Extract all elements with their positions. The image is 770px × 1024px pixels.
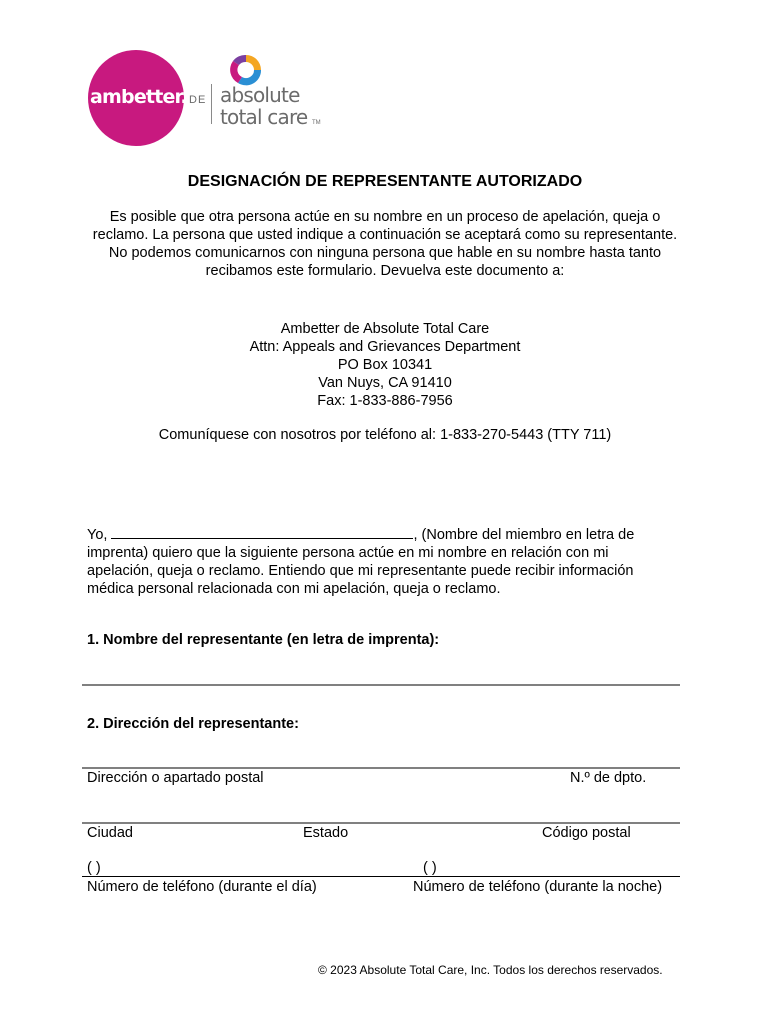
day-area-code: ( ) xyxy=(87,860,101,876)
address-field[interactable] xyxy=(82,767,680,769)
address-line: PO Box 10341 xyxy=(337,357,433,373)
fax-line: Fax: 1-833-886-7956 xyxy=(317,393,453,409)
apt-label: N.º de dpto. xyxy=(570,770,647,786)
member-statement-prefix: Yo, xyxy=(87,527,108,543)
address-line: Van Nuys, CA 91410 xyxy=(318,375,452,391)
city-state-zip-field[interactable] xyxy=(82,822,680,824)
logo-connector: DE xyxy=(189,94,207,106)
copyright-footer: © 2023 Absolute Total Care, Inc. Todos los derechos reservados. xyxy=(318,963,663,977)
address-line: Attn: Appeals and Grievances Department xyxy=(249,339,521,355)
contact-phone: Comuníquese con nosotros por teléfono al: 1-833-270-5443 (TTY 711) xyxy=(158,427,612,443)
night-area-code: ( ) xyxy=(423,860,437,876)
intro-paragraph: Es posible que otra persona actúe en su nombre en un proceso de apelación, queja o reclamo. La persona que usted indique a continuación se aceptará como su representante. No podemos comunicarnos con ninguna persona que hable en su nombre hasta tanto recibamos este formulario. Devuelva este documento a: xyxy=(92,209,678,279)
zip-label: Código postal xyxy=(542,825,631,841)
ambetter-logo-text: ambetter. xyxy=(90,86,187,108)
member-statement-text: , (Nombre del miembro en letra de imprenta) quiero que la siguiente persona actúe en mi nombre en relación con mi apelación, queja o reclamo. Entiendo que mi representante puede recibir información médica personal relacionada con mi apelación, queja o reclamo. xyxy=(87,527,635,597)
section1-heading: 1. Nombre del representante (en letra de imprenta): xyxy=(87,632,440,648)
absolute-logo-line1: absolute xyxy=(220,83,300,107)
logo-divider xyxy=(211,84,212,124)
page-title: DESIGNACIÓN DE REPRESENTANTE AUTORIZADO xyxy=(187,173,583,190)
return-address xyxy=(0,320,770,410)
trademark-mark: TM xyxy=(312,120,321,126)
night-phone-label: Número de teléfono (durante la noche) xyxy=(413,879,663,895)
phone-field[interactable] xyxy=(82,876,680,877)
absolute-logo-line2: total care xyxy=(220,105,308,129)
address-label: Dirección o apartado postal xyxy=(87,770,264,786)
city-label: Ciudad xyxy=(87,825,133,841)
address-line: Ambetter de Absolute Total Care xyxy=(280,321,490,337)
representative-name-field[interactable] xyxy=(82,684,680,686)
member-statement xyxy=(87,525,677,598)
section2-heading: 2. Dirección del representante: xyxy=(87,716,299,732)
state-label: Estado xyxy=(303,825,349,841)
member-name-field[interactable] xyxy=(111,525,413,539)
day-phone-label: Número de teléfono (durante el día) xyxy=(87,879,317,895)
